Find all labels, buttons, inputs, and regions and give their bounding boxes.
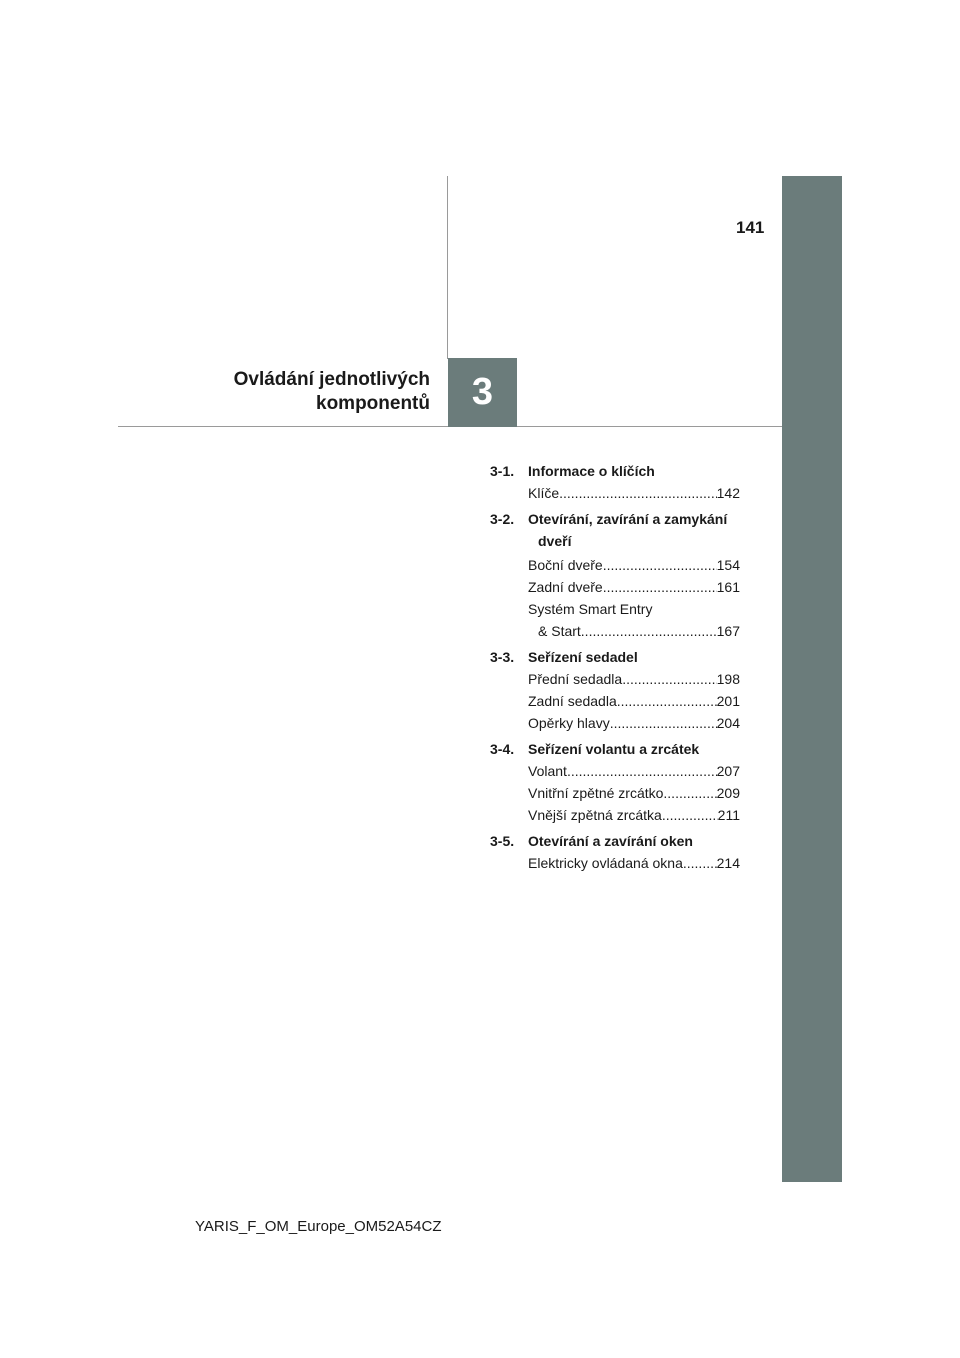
entry-page: 204 <box>716 715 740 731</box>
leader-dots <box>617 690 717 712</box>
leader-dots <box>663 782 716 804</box>
entry-title: Vnitřní zpětné zrcátko <box>528 785 664 801</box>
toc-entry[interactable] <box>490 804 740 826</box>
leader-dots <box>567 760 717 782</box>
leader-dots <box>683 852 717 874</box>
section-title <box>528 508 740 552</box>
leader-dots <box>610 712 717 734</box>
entry-page: 142 <box>716 485 740 501</box>
chapter-number: 3 <box>471 371 494 413</box>
leader-dots <box>603 554 717 576</box>
leader-dots <box>581 620 717 642</box>
chapter-side-tab <box>782 176 842 1182</box>
vertical-divider <box>447 176 448 359</box>
entry-page: 207 <box>716 763 740 779</box>
entry-title: & Start <box>538 623 581 639</box>
toc-section-3-1[interactable] <box>490 460 740 482</box>
entry-title: Klíče <box>528 485 560 501</box>
document-code: YARIS_F_OM_Europe_OM52A54CZ <box>195 1218 442 1235</box>
entry-page: 201 <box>716 693 740 709</box>
entry-page: 211 <box>717 807 740 823</box>
section-number: 3-2. <box>490 511 515 527</box>
toc-section-3-3[interactable] <box>490 646 740 668</box>
toc-entry[interactable] <box>490 782 740 804</box>
entry-page: 161 <box>716 579 740 595</box>
toc-entry[interactable] <box>490 712 740 734</box>
leader-dots <box>662 804 718 826</box>
entry-page: 167 <box>716 623 740 639</box>
toc-entry[interactable] <box>490 620 740 642</box>
chapter-title-line2: komponentů <box>316 393 430 414</box>
entry-title: Zadní dveře <box>528 579 603 595</box>
toc-entry[interactable] <box>490 482 740 504</box>
section-title: Seřízení sedadel <box>528 649 638 665</box>
toc-entry[interactable] <box>490 576 740 598</box>
section-title-line1: Otevírání, zavírání a zamykání <box>528 511 728 527</box>
toc-entry-line1[interactable]: Systém Smart Entry <box>528 601 653 617</box>
toc-entry[interactable] <box>490 554 740 576</box>
entry-title: Elektricky ovládaná okna <box>528 855 683 871</box>
entry-title: Opěrky hlavy <box>528 715 610 731</box>
entry-title: Přední sedadla <box>528 671 623 687</box>
entry-page: 214 <box>716 855 740 871</box>
section-number: 3-4. <box>490 741 515 757</box>
page-number: 141 <box>736 218 765 237</box>
toc-section-3-5[interactable] <box>490 830 740 852</box>
table-of-contents <box>490 460 740 874</box>
chapter-title <box>234 368 430 416</box>
section-title: Seřízení volantu a zrcátek <box>528 741 700 757</box>
leader-dots <box>559 482 717 504</box>
toc-entry[interactable] <box>490 690 740 712</box>
entry-page: 209 <box>716 785 740 801</box>
entry-title: Zadní sedadla <box>528 693 617 709</box>
entry-title: Boční dveře <box>528 557 603 573</box>
entry-page: 154 <box>716 557 740 573</box>
section-number: 3-5. <box>490 833 515 849</box>
section-number: 3-3. <box>490 649 515 665</box>
toc-entry[interactable] <box>490 760 740 782</box>
entry-page: 198 <box>716 671 740 687</box>
section-title: Otevírání a zavírání oken <box>528 833 693 849</box>
chapter-title-line1: Ovládání jednotlivých <box>233 369 430 390</box>
chapter-number-box <box>448 358 517 427</box>
entry-title: Vnější zpětná zrcátka <box>528 807 662 823</box>
toc-entry[interactable] <box>490 668 740 690</box>
leader-dots <box>603 576 717 598</box>
toc-entry[interactable] <box>490 852 740 874</box>
leader-dots <box>622 668 716 690</box>
toc-section-3-4[interactable] <box>490 738 740 760</box>
section-title-line2: dveří <box>538 533 572 549</box>
section-title: Informace o klíčích <box>528 463 655 479</box>
entry-title: Volant <box>528 763 567 779</box>
toc-section-3-2[interactable] <box>490 508 740 552</box>
section-number: 3-1. <box>490 463 515 479</box>
